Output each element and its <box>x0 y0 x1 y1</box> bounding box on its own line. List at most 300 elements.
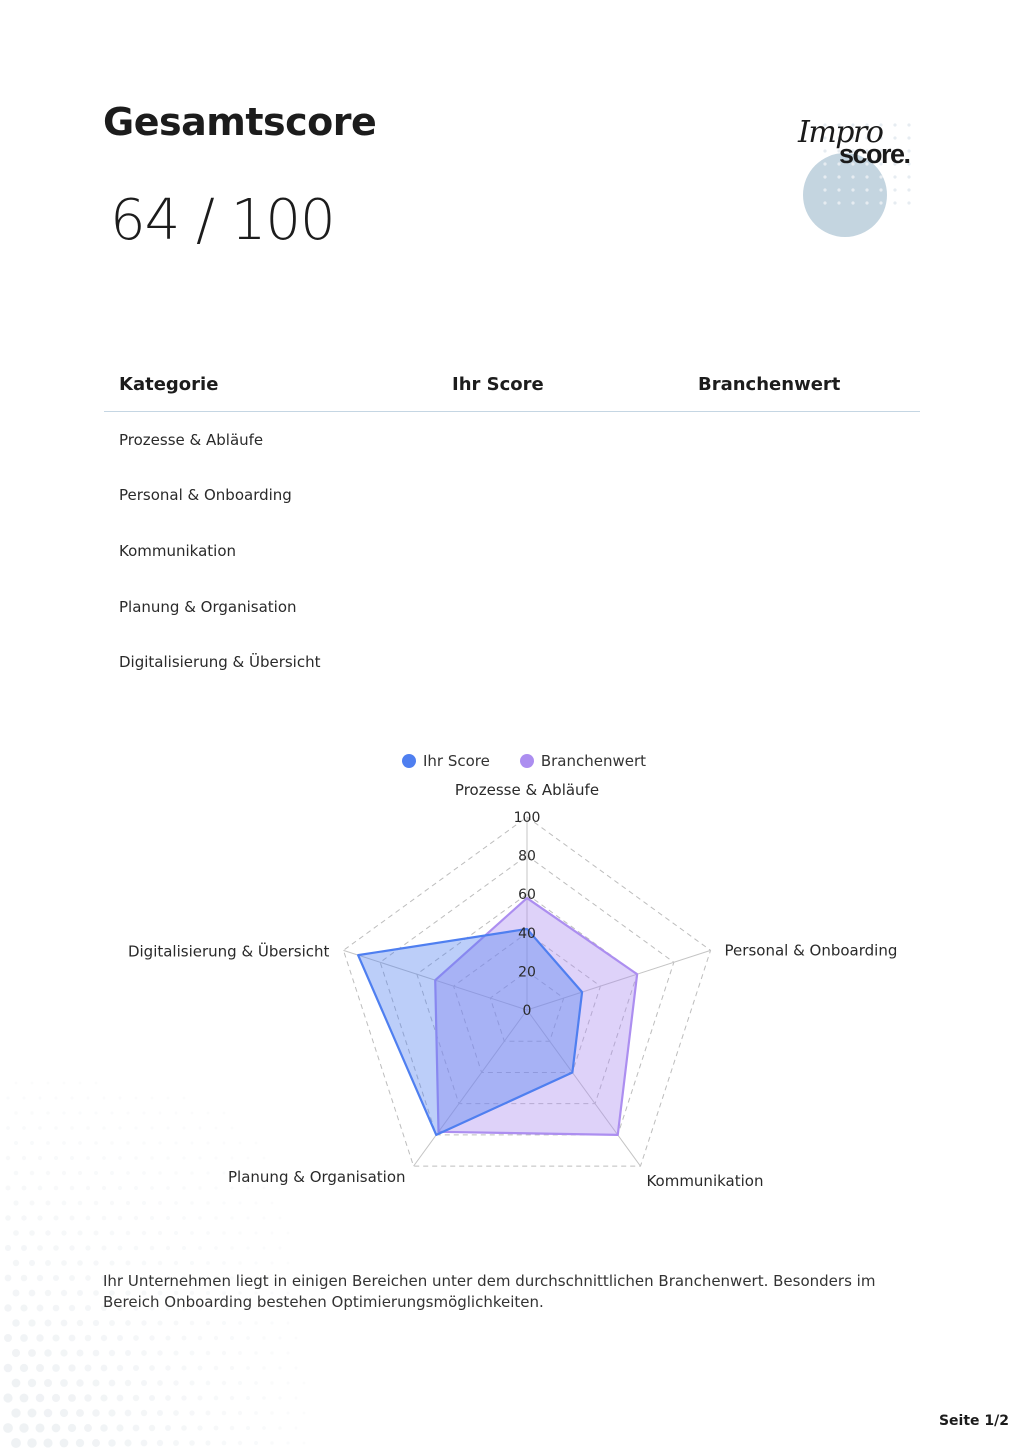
background-dot <box>69 1335 76 1342</box>
axis-category-label: Kommunikation <box>646 1172 764 1191</box>
background-dot <box>101 1365 108 1372</box>
radial-tick-label: 80 <box>518 848 536 865</box>
background-dot <box>3 1423 13 1433</box>
background-dot <box>270 1351 273 1354</box>
background-dot <box>295 1397 298 1400</box>
logo-dot <box>851 201 854 204</box>
background-dot <box>76 1379 83 1386</box>
logo-text-impro: Impro <box>798 115 883 150</box>
background-dot <box>45 1320 52 1327</box>
background-dot <box>69 1275 75 1281</box>
background-dot <box>222 1261 226 1265</box>
background-dot <box>60 1409 68 1417</box>
logo-dot <box>823 188 826 191</box>
legend-item-ihr-score[interactable] <box>402 752 490 770</box>
background-dot <box>21 1245 27 1251</box>
background-dot <box>85 1305 91 1311</box>
background-dot <box>44 1409 53 1418</box>
logo-dot <box>907 123 910 126</box>
logo-dot <box>893 201 896 204</box>
background-dot <box>44 1349 52 1357</box>
background-dot <box>278 1336 281 1339</box>
background-dot <box>4 1364 13 1373</box>
background-dot <box>190 1231 194 1235</box>
background-dot <box>246 1336 250 1340</box>
background-dot <box>100 1424 108 1432</box>
background-dot <box>173 1380 178 1385</box>
background-dot <box>53 1275 59 1281</box>
logo-dot <box>865 201 868 204</box>
summary-text: Ihr Unternehmen liegt in einigen Bereichen unter dem durchschnittlichen Branchenwert. Besonders im Bereich Onboarding bestehen Optimierungsmöglichkeiten. <box>103 1272 876 1311</box>
background-dot <box>11 1408 20 1417</box>
background-dot <box>29 1230 35 1236</box>
background-dot <box>206 1411 211 1416</box>
background-dot <box>166 1246 170 1250</box>
background-dot <box>36 1394 45 1403</box>
background-dot <box>206 1351 211 1356</box>
legend-dot-ihr-score <box>402 754 416 768</box>
background-dot <box>198 1336 203 1341</box>
background-dot <box>85 1365 92 1372</box>
logo-dot <box>893 175 896 178</box>
table-row <box>104 634 920 690</box>
background-dot <box>189 1380 194 1385</box>
background-dot <box>230 1246 233 1249</box>
background-dot <box>3 1393 12 1402</box>
background-dot <box>262 1246 265 1249</box>
logo-dot <box>865 188 868 191</box>
background-dot <box>126 1261 131 1266</box>
background-dot <box>230 1366 234 1370</box>
radial-tick-label: 20 <box>518 964 536 981</box>
background-dot <box>110 1231 115 1236</box>
background-dot <box>19 1423 28 1432</box>
logo-dot <box>851 188 854 191</box>
background-dot <box>205 1440 210 1445</box>
background-dot <box>69 1305 75 1311</box>
logo-dot <box>907 201 910 204</box>
background-dot <box>20 1304 27 1311</box>
logo-dot <box>907 175 910 178</box>
table-row <box>104 579 920 635</box>
background-dot <box>230 1396 234 1400</box>
total-score: 64 / 100 <box>110 188 335 253</box>
background-dot <box>270 1321 273 1324</box>
logo-dot <box>837 201 840 204</box>
background-dot <box>117 1365 123 1371</box>
background-dot <box>206 1261 210 1265</box>
background-dot <box>262 1366 266 1370</box>
background-dot <box>262 1336 265 1339</box>
axis-category-label: Planung & Organisation <box>228 1168 406 1187</box>
background-dot <box>181 1365 186 1370</box>
background-dot <box>76 1409 84 1417</box>
background-dot <box>189 1440 195 1446</box>
background-dot <box>44 1379 52 1387</box>
background-dot <box>181 1425 187 1431</box>
table-row <box>104 468 920 524</box>
background-dot <box>222 1231 225 1234</box>
background-dot <box>68 1364 75 1371</box>
page-title: Gesamtscore <box>103 100 377 144</box>
background-dot <box>142 1231 146 1235</box>
background-dot <box>61 1260 67 1266</box>
column-header-branchenwert: Branchenwert <box>698 357 920 412</box>
background-dot <box>254 1321 257 1324</box>
radar-chart <box>0 780 1024 1220</box>
background-dot <box>52 1334 59 1341</box>
background-dot <box>29 1290 36 1297</box>
background-dot <box>165 1425 171 1431</box>
background-dot <box>45 1230 50 1235</box>
background-dot <box>198 1366 203 1371</box>
background-dot <box>270 1381 273 1384</box>
background-dot <box>142 1261 147 1266</box>
background-dot <box>109 1320 115 1326</box>
background-dot <box>174 1321 179 1326</box>
background-dot <box>28 1409 37 1418</box>
background-dot <box>262 1396 266 1400</box>
background-dot <box>149 1395 155 1401</box>
background-dot <box>77 1290 83 1296</box>
improscore-logo <box>795 115 925 245</box>
background-dot <box>12 1379 21 1388</box>
background-dot <box>149 1425 155 1431</box>
logo-dot <box>823 175 826 178</box>
column-header-ihr-score: Ihr Score <box>452 357 698 412</box>
background-dot <box>238 1381 242 1385</box>
background-dot <box>45 1290 51 1296</box>
background-dot <box>286 1441 289 1444</box>
background-dot <box>197 1425 202 1430</box>
background-dot <box>5 1275 12 1282</box>
background-dot <box>35 1423 44 1432</box>
background-dot <box>69 1245 74 1250</box>
logo-dot <box>823 201 826 204</box>
background-dot <box>303 1382 306 1385</box>
background-dot <box>61 1230 66 1235</box>
background-dot <box>286 1381 289 1384</box>
logo-dot <box>837 175 840 178</box>
background-dot <box>287 1262 290 1265</box>
background-dot <box>109 1380 116 1387</box>
background-dot <box>230 1336 234 1340</box>
background-dot <box>222 1351 226 1355</box>
background-dot <box>76 1439 84 1447</box>
background-dot <box>157 1440 163 1446</box>
background-dot <box>13 1290 20 1297</box>
background-dot <box>190 1261 194 1265</box>
background-dot <box>4 1334 12 1342</box>
background-dot <box>125 1320 131 1326</box>
background-dot <box>133 1365 139 1371</box>
background-dot <box>21 1275 28 1282</box>
radial-tick-label: 40 <box>518 925 536 942</box>
background-dot <box>133 1425 140 1432</box>
background-dot <box>254 1411 258 1415</box>
background-dot <box>29 1260 35 1266</box>
background-dot <box>214 1396 219 1401</box>
background-dot <box>60 1349 67 1356</box>
logo-dot <box>865 175 868 178</box>
background-dot <box>61 1290 67 1296</box>
background-dot <box>77 1350 84 1357</box>
background-dot <box>149 1365 155 1371</box>
background-dot <box>246 1246 249 1249</box>
background-dot <box>85 1275 91 1281</box>
column-header-kategorie: Kategorie <box>104 357 452 412</box>
background-dot <box>149 1335 154 1340</box>
background-dot <box>173 1350 178 1355</box>
background-dot <box>174 1231 178 1235</box>
background-dot <box>189 1410 194 1415</box>
background-dot <box>125 1350 131 1356</box>
logo-dot <box>879 175 882 178</box>
background-dot <box>157 1380 163 1386</box>
background-dot <box>254 1261 257 1264</box>
background-dot <box>27 1438 37 1448</box>
background-dot <box>271 1232 274 1235</box>
background-dot <box>295 1427 298 1430</box>
background-dot <box>77 1320 83 1326</box>
background-dot <box>270 1441 274 1445</box>
background-dot <box>238 1441 242 1445</box>
background-dot <box>222 1441 227 1446</box>
background-dot <box>238 1351 242 1355</box>
background-dot <box>214 1426 219 1431</box>
background-dot <box>36 1364 44 1372</box>
background-dot <box>52 1394 60 1402</box>
background-dot <box>12 1319 20 1327</box>
category-cell: Prozesse & Abläufe <box>119 430 264 449</box>
background-dot <box>68 1394 76 1402</box>
background-dot <box>116 1424 123 1431</box>
background-dot <box>158 1261 163 1266</box>
axis-category-label: Digitalisierung & Übersicht <box>127 942 330 961</box>
background-dot <box>60 1379 68 1387</box>
background-dot <box>93 1320 99 1326</box>
category-cell: Personal & Onboarding <box>119 486 292 505</box>
background-dot <box>254 1441 258 1445</box>
background-dot <box>279 1247 282 1250</box>
logo-dot <box>879 201 882 204</box>
background-dot <box>182 1336 187 1341</box>
background-dot <box>28 1319 35 1326</box>
background-dot <box>125 1410 132 1417</box>
legend-item-branchenwert[interactable] <box>520 752 646 770</box>
background-dot <box>165 1335 170 1340</box>
category-cell: Kommunikation <box>119 541 237 560</box>
background-dot <box>52 1424 61 1433</box>
page-number: Seite 1/2 <box>938 1413 1009 1429</box>
background-dot <box>287 1232 290 1235</box>
background-dot <box>77 1230 82 1235</box>
logo-dot <box>823 162 826 165</box>
category-cell: Digitalisierung & Übersicht <box>119 653 321 672</box>
background-dot <box>230 1426 234 1430</box>
table-header-row <box>104 357 920 412</box>
background-dot <box>100 1394 107 1401</box>
category-table <box>104 357 920 690</box>
background-dot <box>262 1426 266 1430</box>
background-dot <box>254 1231 257 1234</box>
background-dot <box>206 1321 210 1325</box>
legend-dot-branchenwert <box>520 754 534 768</box>
background-dot <box>174 1261 178 1265</box>
background-dot <box>134 1246 139 1251</box>
background-dot <box>238 1261 241 1264</box>
background-dot <box>198 1246 202 1250</box>
background-dot <box>222 1411 227 1416</box>
radial-tick-label: 0 <box>522 1003 532 1019</box>
background-dot <box>85 1335 92 1342</box>
background-dot <box>157 1410 163 1416</box>
background-dot <box>20 1334 28 1342</box>
background-dot <box>37 1275 43 1281</box>
background-dot <box>141 1320 146 1325</box>
background-dot <box>5 1245 11 1251</box>
background-dot <box>141 1440 148 1447</box>
background-dot <box>68 1424 76 1432</box>
legend-label-branchenwert: Branchenwert <box>540 752 647 770</box>
background-dot <box>158 1231 162 1235</box>
background-dot <box>238 1321 242 1325</box>
axis-category-label: Prozesse & Abläufe <box>454 781 600 799</box>
background-dot <box>28 1379 36 1387</box>
background-dot <box>13 1230 19 1236</box>
background-dot <box>109 1260 114 1265</box>
background-dot <box>287 1352 290 1355</box>
category-cell: Planung & Organisation <box>119 597 297 616</box>
background-dot <box>165 1395 171 1401</box>
background-dot <box>270 1261 273 1264</box>
background-dot <box>222 1381 226 1385</box>
background-dot <box>286 1411 289 1414</box>
background-dot <box>117 1395 124 1402</box>
background-dot <box>246 1366 250 1370</box>
background-dot <box>238 1231 241 1234</box>
background-dot <box>125 1380 131 1386</box>
background-dot <box>93 1350 100 1357</box>
background-dot <box>214 1246 218 1250</box>
background-dot <box>124 1439 131 1446</box>
background-dot <box>150 1246 154 1250</box>
background-dot <box>295 1337 298 1340</box>
background-dot <box>206 1231 210 1235</box>
background-dot <box>303 1442 306 1445</box>
background-dot <box>254 1381 258 1385</box>
logo-dot <box>907 188 910 191</box>
background-dot <box>197 1395 202 1400</box>
logo-dot <box>893 123 896 126</box>
background-dot <box>173 1440 179 1446</box>
background-dot <box>222 1321 226 1325</box>
background-dot <box>278 1366 281 1369</box>
background-dot <box>92 1409 100 1417</box>
background-dot <box>246 1396 250 1400</box>
background-dot <box>246 1426 250 1430</box>
background-dot <box>108 1409 115 1416</box>
background-dot <box>278 1426 281 1429</box>
background-dot <box>84 1394 91 1401</box>
background-dot <box>126 1231 131 1236</box>
background-dot <box>36 1334 43 1341</box>
background-dot <box>43 1438 52 1447</box>
background-dot <box>4 1304 11 1311</box>
radial-tick-label: 60 <box>518 887 536 904</box>
background-dot <box>109 1350 115 1356</box>
background-dot <box>117 1335 123 1341</box>
table-row <box>104 412 920 468</box>
axis-category-label: Personal & Onboarding <box>724 941 898 960</box>
background-dot <box>93 1290 99 1296</box>
background-dot <box>287 1322 290 1325</box>
background-dot <box>101 1245 106 1250</box>
logo-dot <box>851 175 854 178</box>
background-dot <box>20 1364 28 1372</box>
background-dot <box>52 1364 60 1372</box>
background-dot <box>53 1305 60 1312</box>
background-dot <box>93 1260 98 1265</box>
background-dot <box>11 1438 21 1448</box>
chart-legend <box>0 752 1024 770</box>
background-dot <box>61 1320 68 1327</box>
background-dot <box>92 1379 99 1386</box>
background-dot <box>53 1245 59 1251</box>
logo-dot <box>837 188 840 191</box>
background-dot <box>303 1412 306 1415</box>
background-dot <box>118 1246 123 1251</box>
background-dot <box>157 1350 162 1355</box>
background-dot <box>92 1439 100 1447</box>
background-dot <box>133 1395 139 1401</box>
radial-tick-label: 100 <box>513 810 541 826</box>
background-dot <box>13 1260 19 1266</box>
background-dot <box>181 1395 186 1400</box>
background-dot <box>77 1260 83 1266</box>
background-dot <box>28 1349 36 1357</box>
background-dot <box>108 1439 116 1447</box>
background-dot <box>141 1410 147 1416</box>
background-dot <box>141 1380 147 1386</box>
background-dot <box>214 1336 218 1340</box>
background-dot <box>238 1411 242 1415</box>
logo-dot <box>879 188 882 191</box>
background-dot <box>214 1366 218 1370</box>
background-dot <box>101 1335 107 1341</box>
background-dot <box>206 1381 211 1386</box>
background-dot <box>157 1320 162 1325</box>
legend-label-ihr-score: Ihr Score <box>422 752 490 770</box>
background-dot <box>165 1365 170 1370</box>
background-dot <box>37 1305 44 1312</box>
table-row <box>104 523 920 579</box>
background-dot <box>37 1245 43 1251</box>
background-dot <box>133 1335 139 1341</box>
logo-text-score: score. <box>839 139 910 169</box>
background-dot <box>84 1424 92 1432</box>
background-dot <box>60 1439 69 1448</box>
logo-dot <box>893 188 896 191</box>
background-dot <box>254 1351 258 1355</box>
background-dot <box>45 1260 51 1266</box>
background-dot <box>85 1245 90 1250</box>
background-dot <box>190 1351 195 1356</box>
background-dot <box>20 1394 29 1403</box>
background-dot <box>94 1231 99 1236</box>
background-dot <box>270 1411 274 1415</box>
background-dot <box>295 1367 298 1370</box>
